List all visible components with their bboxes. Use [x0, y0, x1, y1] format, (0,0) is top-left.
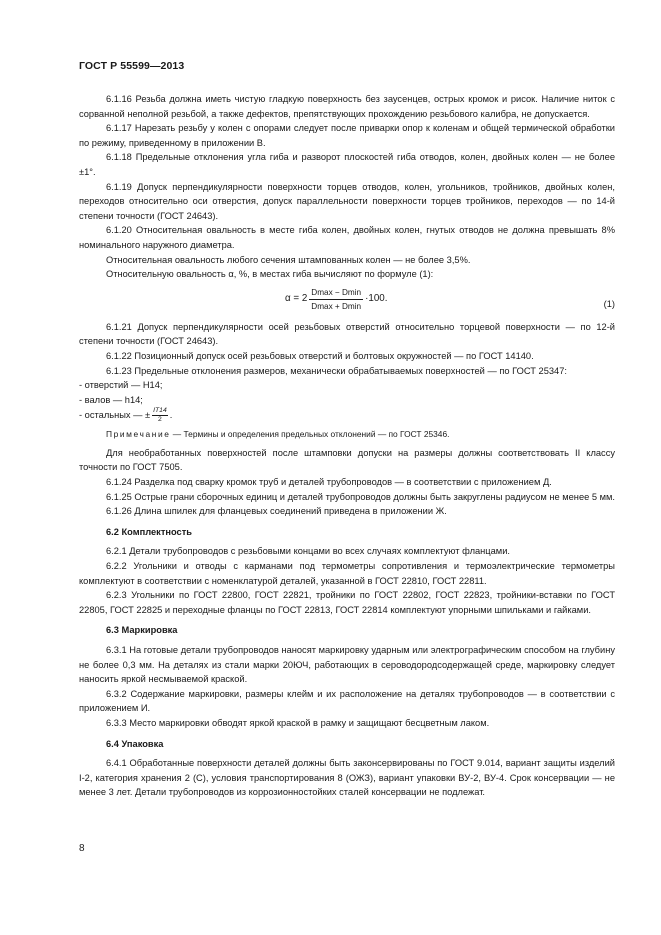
note [79, 427, 615, 442]
paragraph-6-1-20: 6.1.20 Относительная овальность в месте гиба колен, двойных колен, гнутых отводов не должна превышать 8% номинального наружного диаметра. [79, 225, 615, 250]
paragraph-6-1-17: 6.1.17 Нарезать резьбу у колен с опорами следует после приварки опор к коленам и общей термической обработки по режиму, приведенному в приложении В. [79, 123, 615, 148]
section-title-6-4: 6.4 Упаковка [106, 738, 164, 749]
paragraph-unmachined: Для необработанных поверхностей после штамповки допуски на размеры должны соответствовать II классу точности по ГОСТ 7505. [79, 447, 615, 473]
deviation-others-fraction [152, 407, 168, 424]
formula-1 [79, 283, 615, 317]
paragraph-6-1-24: 6.1.24 Разделка под сварку кромок труб и деталей трубопроводов — в соответствии с приложением Д. [106, 477, 552, 488]
paragraph-6-2-3: 6.2.3 Угольники по ГОСТ 22800, ГОСТ 22821, тройники по ГОСТ 22802, ГОСТ 22823, тройники-вставки по ГОСТ 22805, ГОСТ 22825 и переходные фланцы по ГОСТ 22813, ГОСТ 22814 комплектуют упорными шпильками и гайками. [79, 590, 615, 615]
formula-denominator: Dmax + Dmin [311, 301, 362, 311]
deviation-others-suffix: . [169, 410, 173, 421]
paragraph-6-1-25: 6.1.25 Острые грани сборочных единиц и деталей трубопроводов должны быть закруглены радиусом не менее 5 мм. [106, 491, 615, 502]
paragraph-6-1-19: 6.1.19 Допуск перпендикулярности поверхности торцев отводов, колен, угольников, тройников, двойных колен, переходов относительно оси отверстия, допуск параллельности поверхности торцев тройников, переходов — по 14-й степени точности (ГОСТ 24643). [79, 181, 615, 221]
paragraph-6-3-2: 6.3.2 Содержание маркировки, размеры клейм и их расположение на деталях трубопроводов — в соответствии с приложением И. [79, 688, 615, 714]
paragraph-6-1-22: 6.1.22 Позиционный допуск осей резьбовых отверстий и болтовых окружностей — по ГОСТ 14140. [106, 350, 534, 361]
paragraph-6-3-1: 6.3.1 На готовые детали трубопроводов наносят маркировку ударным или электрографическим способом на глубину не более 0,3 мм. На деталях из стали марки 20ЮЧ, работающих в сероводородсодержащей среде, маркировку следует наносить яркой несмываемой краской. [79, 645, 615, 685]
deviation-others-num: IT14 [153, 407, 167, 415]
paragraph-6-2-1: 6.2.1 Детали трубопроводов с резьбовыми концами во всех случаях комплектуют фланцами. [106, 546, 510, 557]
paragraph-6-2-2: 6.2.2 Угольники и отводы с карманами под термометры сопротивления и термоэлектрические термометры комплектуют в соответствии с номенклатурой деталей, указанной в ГОСТ 22810, ГОСТ 22811. [79, 561, 615, 586]
formula-fraction [309, 287, 363, 312]
formula-numerator: Dmax − Dmin [309, 287, 363, 300]
deviation-others-den: 2 [158, 416, 162, 424]
paragraph-6-1-26: 6.1.26 Длина шпилек для фланцевых соединений приведена в приложении Ж. [106, 506, 447, 517]
paragraph-6-1-18: 6.1.18 Предельные отклонения угла гиба и разворот плоскостей гиба отводов, колен, двойных колен — не более ±1°. [79, 152, 615, 177]
paragraph-ovality-stamped: Относительная овальность любого сечения штампованных колен — не более 3,5%. [106, 254, 471, 265]
formula-lhs: α = 2 [285, 292, 308, 304]
document-header: ГОСТ Р 55599—2013 [79, 60, 185, 72]
note-text: — Термины и определения предельных отклонений — по ГОСТ 25346. [170, 429, 450, 440]
formula-tail: ·100. [365, 292, 388, 304]
paragraph-6-4-1: 6.4.1 Обработанные поверхности деталей должны быть законсервированы по ГОСТ 9.014, вариант защиты изделий I-2, категория хранения 2 (С), условия транспортирования 8 (ОЖЗ), вариант упаковки ВУ-2, ВУ-4. Срок консервации — не менее 3 лет. Детали трубопроводов из коррозионностойких сталей консервации не подлежат. [79, 758, 615, 798]
document-body [79, 92, 615, 800]
deviation-holes: - отверстий — H14; [79, 380, 163, 391]
note-label: Примечание [106, 429, 171, 440]
paragraph-6-1-21: 6.1.21 Допуск перпендикулярности осей резьбовых отверстий относительно торцевой поверхности — по 12-й степени точности (ГОСТ 24643). [79, 321, 615, 347]
paragraph-ovality-formula-intro: Относительную овальность α, %, в местах гиба вычисляют по формуле (1): [106, 269, 434, 280]
deviation-shafts: - валов — h14; [79, 394, 143, 405]
deviation-others-prefix: - остальных — ± [79, 410, 151, 421]
paragraph-6-1-16: 6.1.16 Резьба должна иметь чистую гладкую поверхность без заусенцев, острых кромок и рисок. Наличие ниток с сорванной неполной резьбой, а также дефектов, препятствующих прохождению резьбового калибра, не допускается. [79, 94, 615, 119]
formula-number: (1) [603, 298, 615, 309]
section-title-6-3: 6.3 Маркировка [106, 625, 178, 636]
paragraph-6-1-23: 6.1.23 Предельные отклонения размеров, механически обрабатываемых поверхностей — по ГОСТ 25347: [106, 365, 567, 376]
deviation-others [79, 407, 615, 424]
page-number: 8 [79, 843, 85, 854]
paragraph-6-3-3: 6.3.3 Место маркировки обводят яркой краской в рамку и защищают бесцветным лаком. [106, 717, 490, 728]
section-title-6-2: 6.2 Комплектность [106, 526, 193, 537]
